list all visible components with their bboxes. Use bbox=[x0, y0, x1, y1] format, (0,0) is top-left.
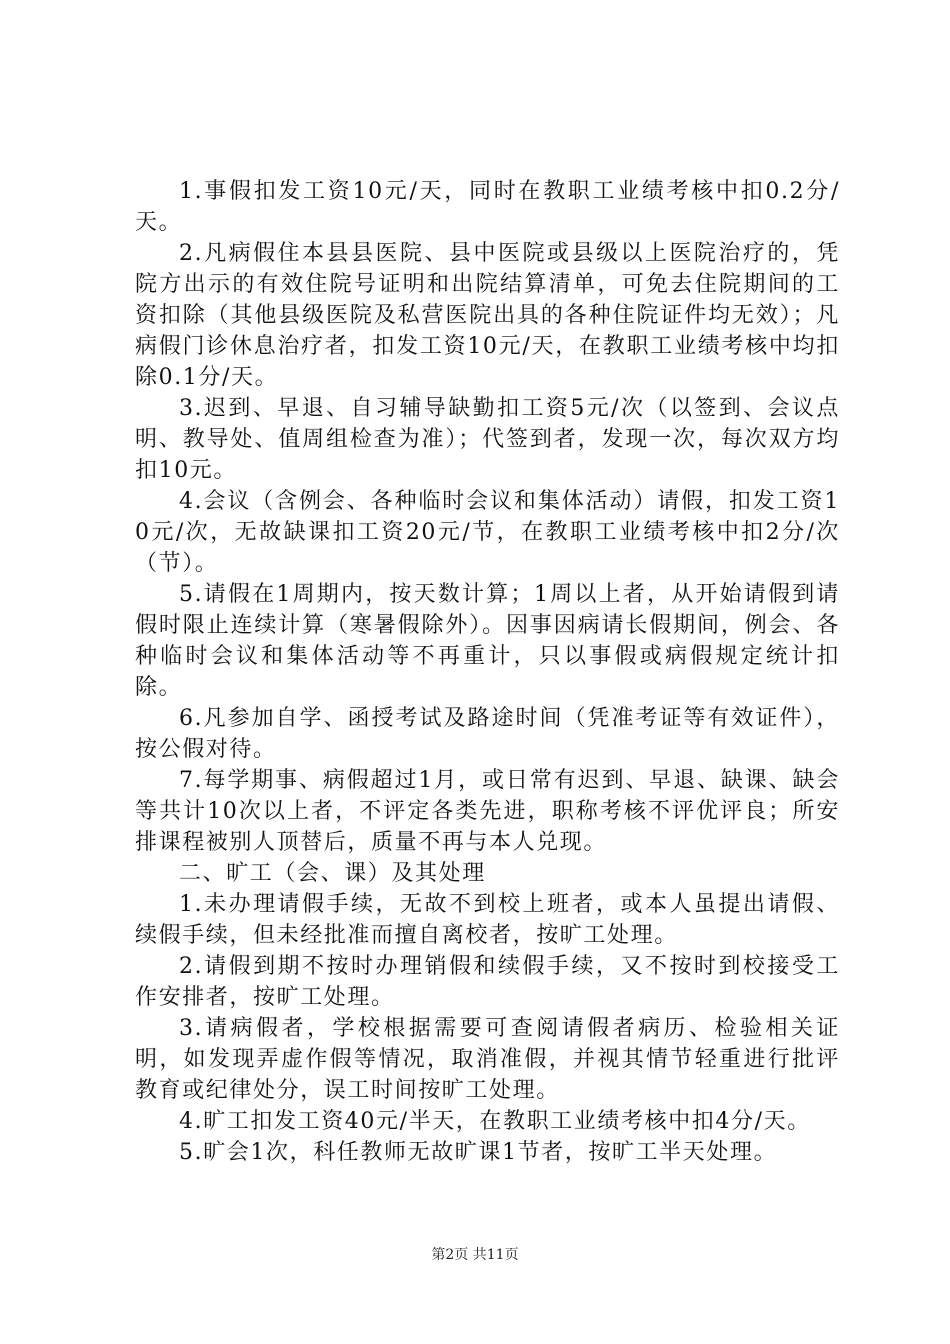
paragraph-semester-limit-7: 7.每学期事、病假超过1月，或日常有迟到、早退、缺课、缺会等共计10次以上者，不评定各类先进，职称考核不评优评良；所安排课程被别人顶替后，质量不再与本人兑现。 bbox=[135, 768, 840, 855]
paragraph-exam-leave-6: 6.凡参加自学、函授考试及路途时间（凭准考证等有效证件），按公假对待。 bbox=[135, 706, 840, 762]
paragraph-absent-5: 5.旷会1次，科任教师无故旷课1节者，按旷工半天处理。 bbox=[179, 1140, 778, 1165]
paragraph-absent-1: 1.未办理请假手续，无故不到校上班者，或本人虽提出请假、续假手续，但未经批准而擅自离校者，按旷工处理。 bbox=[135, 892, 840, 948]
paragraph-meeting-leave-4: 4.会议（含例会、各种临时会议和集体活动）请假，扣发工资10元/次，无故缺课扣工资20元/节，在教职工业绩考核中扣2分/次（节）。 bbox=[135, 489, 840, 576]
paragraph-absent-3: 3.请病假者，学校根据需要可查阅请假者病历、检验相关证明，如发现弄虚作假等情况，取消准假，并视其情节轻重进行批评教育或纪律处分，误工时间按旷工处理。 bbox=[135, 1016, 840, 1103]
paragraph-absent-4: 4.旷工扣发工资40元/半天，在教职工业绩考核中扣4分/天。 bbox=[179, 1109, 811, 1134]
paragraph-leave-deduction-1: 1.事假扣发工资10元/天，同时在教职工业绩考核中扣0.2分/天。 bbox=[135, 179, 840, 235]
paragraph-late-early-3: 3.迟到、早退、自习辅导缺勤扣工资5元/次（以签到、会议点明、教导处、值周组检查为准）；代签到者，发现一次，每次双方均扣10元。 bbox=[135, 396, 840, 483]
page-number-footer: 第2页 共11页 bbox=[431, 1247, 519, 1263]
section-heading-absenteeism: 二、旷工（会、课）及其处理 bbox=[179, 861, 486, 886]
paragraph-absent-2: 2.请假到期不按时办理销假和续假手续，又不按时到校接受工作安排者，按旷工处理。 bbox=[135, 954, 840, 1010]
document-body bbox=[135, 176, 840, 1168]
paragraph-leave-period-5: 5.请假在1周期内，按天数计算；1周以上者，从开始请假到请假时限止连续计算（寒暑假除外）。因事因病请长假期间，例会、各种临时会议和集体活动等不再重计，只以事假或病假规定统计扣除。 bbox=[135, 582, 840, 700]
paragraph-sick-leave-2: 2.凡病假住本县县医院、县中医院或县级以上医院治疗的，凭院方出示的有效住院号证明和出院结算清单，可免去住院期间的工资扣除（其他县级医院及私营医院出具的各种住院证件均无效）；凡病假门诊休息治疗者，扣发工资10元/天，在教职工业绩考核中均扣除0.1分/天。 bbox=[135, 241, 840, 390]
